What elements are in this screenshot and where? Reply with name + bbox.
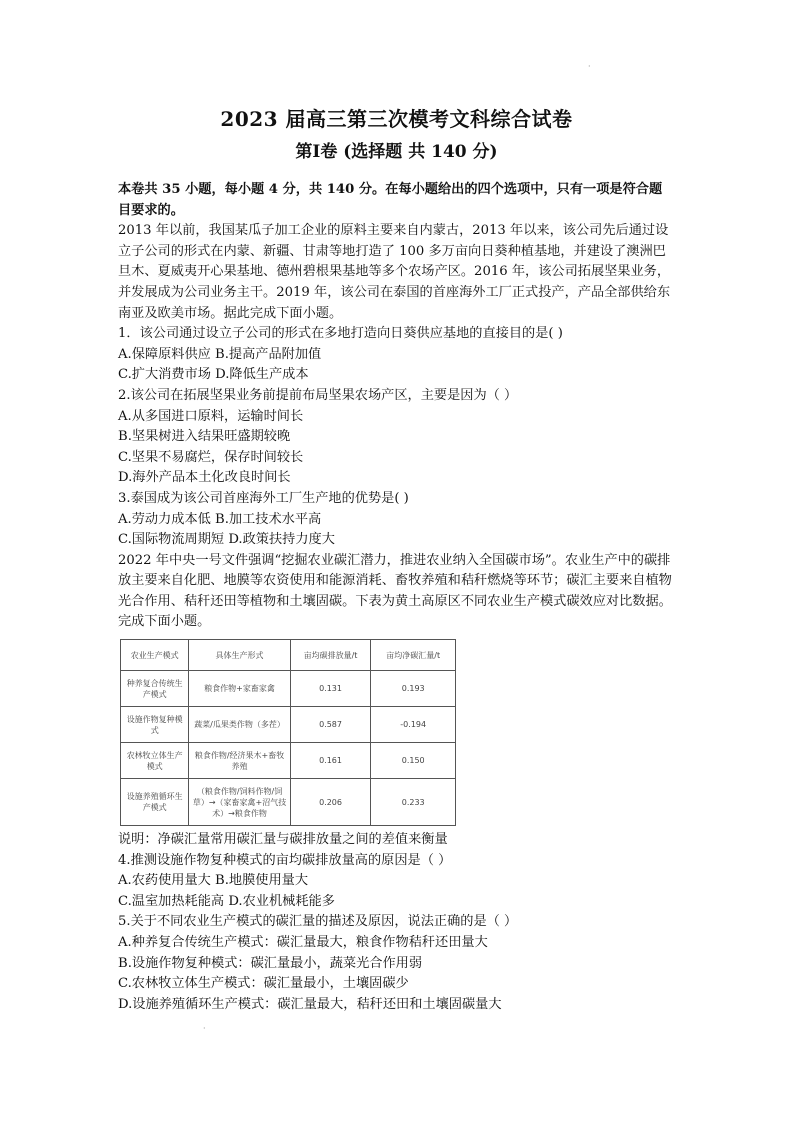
question-option: C.农林牧立体生产模式：碳汇量最小，土壤固碳少 xyxy=(118,976,409,992)
table-cell: 蔬菜/瓜果类作物（多茬） xyxy=(189,707,290,743)
question-option: C.国际物流周期短 D.政策扶持力度大 xyxy=(118,532,335,548)
passage-2: 2022 年中央一号文件强调“挖掘农业碳汇潜力，推进农业纳入全国碳市场”。农业生产中的碳排放主要来自化肥、地膜等农资使用和能源消耗、畜牧养殖和秸秆燃烧等环节；碳汇主要来自植物光合作用、秸秆还田等植物和土壤固碳。下表为黄土高原区不同农业生产模式碳效应对比数据。完成下面小题。 xyxy=(118,552,672,630)
scan-speck: · xyxy=(203,1024,206,1033)
instructions: 本卷共 35 小题，每小题 4 分，共 140 分。在每小题给出的四个选项中，只有一项是符合题目要求的。 xyxy=(118,182,663,218)
table-cell: 粮食作物/经济果木+畜牧养殖 xyxy=(189,743,290,779)
table-cell: 0.587 xyxy=(290,707,371,743)
question-group-2 xyxy=(118,851,674,1016)
table-row xyxy=(121,707,456,743)
table-cell: 0.206 xyxy=(290,779,371,826)
table-cell: 0.233 xyxy=(371,779,456,826)
question-stem: 2.该公司在拓展坚果业务前提前布局坚果农场产区，主要是因为（ ） xyxy=(118,387,518,403)
question-option: A.农药使用量大 B.地膜使用量大 xyxy=(118,873,309,889)
table-cell: 农林牧立体生产模式 xyxy=(121,743,189,779)
question-option: C.扩大消费市场 D.降低生产成本 xyxy=(118,367,309,383)
table-row xyxy=(121,779,456,826)
scan-speck: · xyxy=(588,62,591,71)
carbon-data-table xyxy=(120,639,456,826)
section-title: 第Ⅰ卷 (选择题 共 140 分) xyxy=(295,142,498,162)
question-option: C.温室加热耗能高 D.农业机械耗能多 xyxy=(118,893,335,909)
question-stem: 5.关于不同农业生产模式的碳汇量的描述及原因，说法正确的是（ ） xyxy=(118,914,518,930)
question-option: A.种养复合传统生产模式：碳汇量最大，粮食作物秸秆还田量大 xyxy=(118,935,488,951)
table-header-cell: 亩均碳排放量/t xyxy=(290,640,371,671)
table-cell: 种养复合传统生产模式 xyxy=(121,671,189,707)
question-option: A.劳动力成本低 B.加工技术水平高 xyxy=(118,511,322,527)
table-row xyxy=(121,671,456,707)
table-cell: 粮食作物+家畜家禽 xyxy=(189,671,290,707)
passage-1: 2013 年以前，我国某瓜子加工企业的原料主要来自内蒙古，2013 年以来，该公司先后通过设立子公司的形式在内蒙、新疆、甘肃等地打造了 100 多万亩向日葵种植基地，并建设了澳洲巴旦木、夏威夷开心果基地、德州碧根果基地等多个农场产区。2016 年，该公司拓展坚果业务，并发展成为公司业务主干。2019 年，该公司在泰国的首座海外工厂正式投产，产品全部供给东南亚及欧美市场。据此完成下面小题。 xyxy=(118,223,671,321)
exam-body xyxy=(118,180,674,1015)
question-option: D.海外产品本土化改良时间长 xyxy=(118,470,291,486)
question-option: C.坚果不易腐烂，保存时间较长 xyxy=(118,449,304,465)
table-header-row xyxy=(121,640,456,671)
table-cell: 0.131 xyxy=(290,671,371,707)
question-stem: 4.推测设施作物复种模式的亩均碳排放量高的原因是（ ） xyxy=(118,852,452,868)
table-note: 说明：净碳汇量常用碳汇量与碳排放量之间的差值来衡量 xyxy=(118,832,448,848)
table-header-cell: 具体生产形式 xyxy=(189,640,290,671)
carbon-table xyxy=(120,639,456,826)
table-cell: （粮食作物/饲料作物/饲草）→（家畜家禽+沼气技术）→粮食作物 xyxy=(189,779,290,826)
table-cell: 0.193 xyxy=(371,671,456,707)
table-row xyxy=(121,743,456,779)
table-cell: 0.150 xyxy=(371,743,456,779)
table-header-cell: 亩均净碳汇量/t xyxy=(371,640,456,671)
question-option: A.从多国进口原料，运输时间长 xyxy=(118,408,304,424)
table-cell: 设施作物复种模式 xyxy=(121,707,189,743)
question-option: B.坚果树进入结果旺盛期较晚 xyxy=(118,429,291,445)
table-header-cell: 农业生产模式 xyxy=(121,640,189,671)
question-stem: 3.泰国成为该公司首座海外工厂生产地的优势是( ) xyxy=(118,490,409,506)
question-stem: 1．该公司通过设立子公司的形式在多地打造向日葵供应基地的直接目的是( ) xyxy=(118,326,563,342)
table-cell: 设施养殖循环生产模式 xyxy=(121,779,189,826)
table-cell: -0.194 xyxy=(371,707,456,743)
table-cell: 0.161 xyxy=(290,743,371,779)
question-option: A.保障原料供应 B.提高产品附加值 xyxy=(118,346,322,362)
exam-title: 2023 届高三第三次模考文科综合试卷 xyxy=(220,107,573,131)
question-group-1 xyxy=(118,324,674,551)
question-option: D.设施养殖循环生产模式：碳汇量最大，秸秆还田和土壤固碳量大 xyxy=(118,996,502,1012)
question-option: B.设施作物复种模式：碳汇量最小，蔬菜光合作用弱 xyxy=(118,955,423,971)
